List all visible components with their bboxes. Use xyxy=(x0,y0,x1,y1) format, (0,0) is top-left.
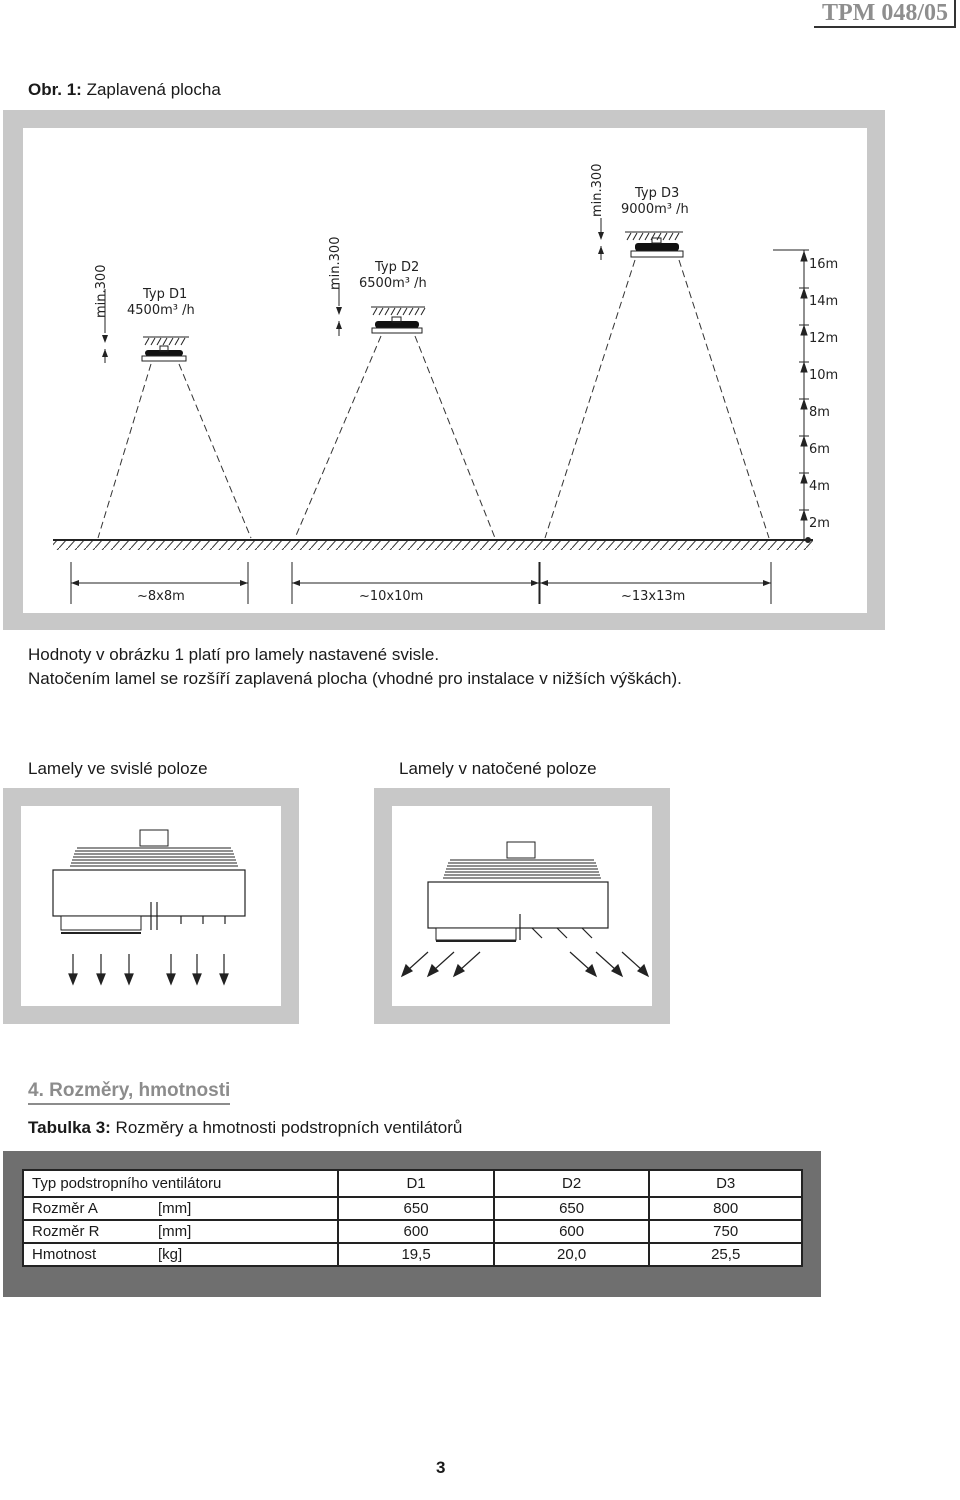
rotated-louvers-drawing xyxy=(392,806,652,1006)
table-cell: 19,5 xyxy=(338,1243,494,1266)
table-cell: 600 xyxy=(494,1220,650,1243)
d2-type-label: Typ D2 xyxy=(375,260,420,275)
fan-d1 xyxy=(71,289,251,604)
height-label-12m: 12m xyxy=(809,331,839,346)
dimensions-table xyxy=(22,1169,803,1267)
figure1-caption-label: Obr. 1: xyxy=(28,80,82,99)
height-scale xyxy=(773,250,813,543)
height-label-8m: 8m xyxy=(809,405,830,420)
d2-min-label: min.300 xyxy=(328,236,343,290)
table-cell: 650 xyxy=(338,1197,494,1220)
table-header-row xyxy=(23,1170,802,1197)
table-row-label: Rozměr A [mm] xyxy=(23,1197,338,1220)
table-header-label: Typ podstropního ventilátoru xyxy=(23,1170,338,1197)
height-label-2m: 2m xyxy=(809,516,830,531)
height-label-16m: 16m xyxy=(809,257,839,272)
floor-hatch xyxy=(53,541,813,550)
page-number: 3 xyxy=(436,1458,446,1477)
table-row xyxy=(23,1243,802,1266)
table-caption-text: Rozměry a hmotnosti podstropních ventilátorů xyxy=(110,1118,463,1137)
table-cell: 600 xyxy=(338,1220,494,1243)
table-cell: 20,0 xyxy=(494,1243,650,1266)
table-row xyxy=(23,1220,802,1243)
d3-min-label: min.300 xyxy=(590,163,605,217)
table-cell: 750 xyxy=(649,1220,802,1243)
height-label-4m: 4m xyxy=(809,479,830,494)
figure1-canvas xyxy=(23,128,867,613)
table-cell: 25,5 xyxy=(649,1243,802,1266)
vertical-louvers-drawing xyxy=(21,806,281,1006)
table-row-label: Rozměr R [mm] xyxy=(23,1220,338,1243)
height-label-14m: 14m xyxy=(809,294,839,309)
vertical-louvers-label: Lamely ve svislé poloze xyxy=(28,759,208,778)
height-label-6m: 6m xyxy=(809,442,830,457)
flooded-area-diagram xyxy=(23,128,867,613)
table-row-label: Hmotnost [kg] xyxy=(23,1243,338,1266)
section-heading: 4. Rozměry, hmotnosti xyxy=(28,1080,230,1105)
table-caption-label: Tabulka 3: xyxy=(28,1118,111,1137)
d2-area-label: ~10x10m xyxy=(359,589,424,604)
table-header-d3: D3 xyxy=(649,1170,802,1197)
table-cell: 650 xyxy=(494,1197,650,1220)
fan-d2 xyxy=(292,283,539,604)
d2-flow-label: 6500m³ /h xyxy=(359,276,427,291)
height-label-10m: 10m xyxy=(809,368,839,383)
figure1-caption-text: Zaplavená plocha xyxy=(81,80,221,99)
d3-type-label: Typ D3 xyxy=(635,186,680,201)
rotated-louvers-label: Lamely v natočené poloze xyxy=(399,759,597,778)
d1-flow-label: 4500m³ /h xyxy=(127,303,195,318)
table-frame xyxy=(3,1151,821,1297)
document-code: TPM 048/05 xyxy=(814,0,956,28)
table-header-d1: D1 xyxy=(338,1170,494,1197)
table-header-d2: D2 xyxy=(494,1170,650,1197)
d3-flow-label: 9000m³ /h xyxy=(621,202,689,217)
figure1-frame xyxy=(3,110,885,630)
d1-type-label: Typ D1 xyxy=(143,287,188,302)
d3-area-label: ~13x13m xyxy=(621,589,686,604)
table-row xyxy=(23,1197,802,1220)
table-caption xyxy=(28,1118,462,1138)
note-line-1: Hodnoty v obrázku 1 platí pro lamely nastavené svisle. xyxy=(28,645,440,664)
figure1-caption xyxy=(28,80,221,100)
d1-min-label: min.300 xyxy=(94,264,109,318)
d1-area-label: ~8x8m xyxy=(137,589,185,604)
note-line-2: Natočením lamel se rozšíří zaplavená plocha (vhodné pro instalace v nižších výškách). xyxy=(28,669,682,688)
table-cell: 800 xyxy=(649,1197,802,1220)
vertical-louvers-panel xyxy=(3,788,299,1024)
rotated-louvers-panel xyxy=(374,788,670,1024)
